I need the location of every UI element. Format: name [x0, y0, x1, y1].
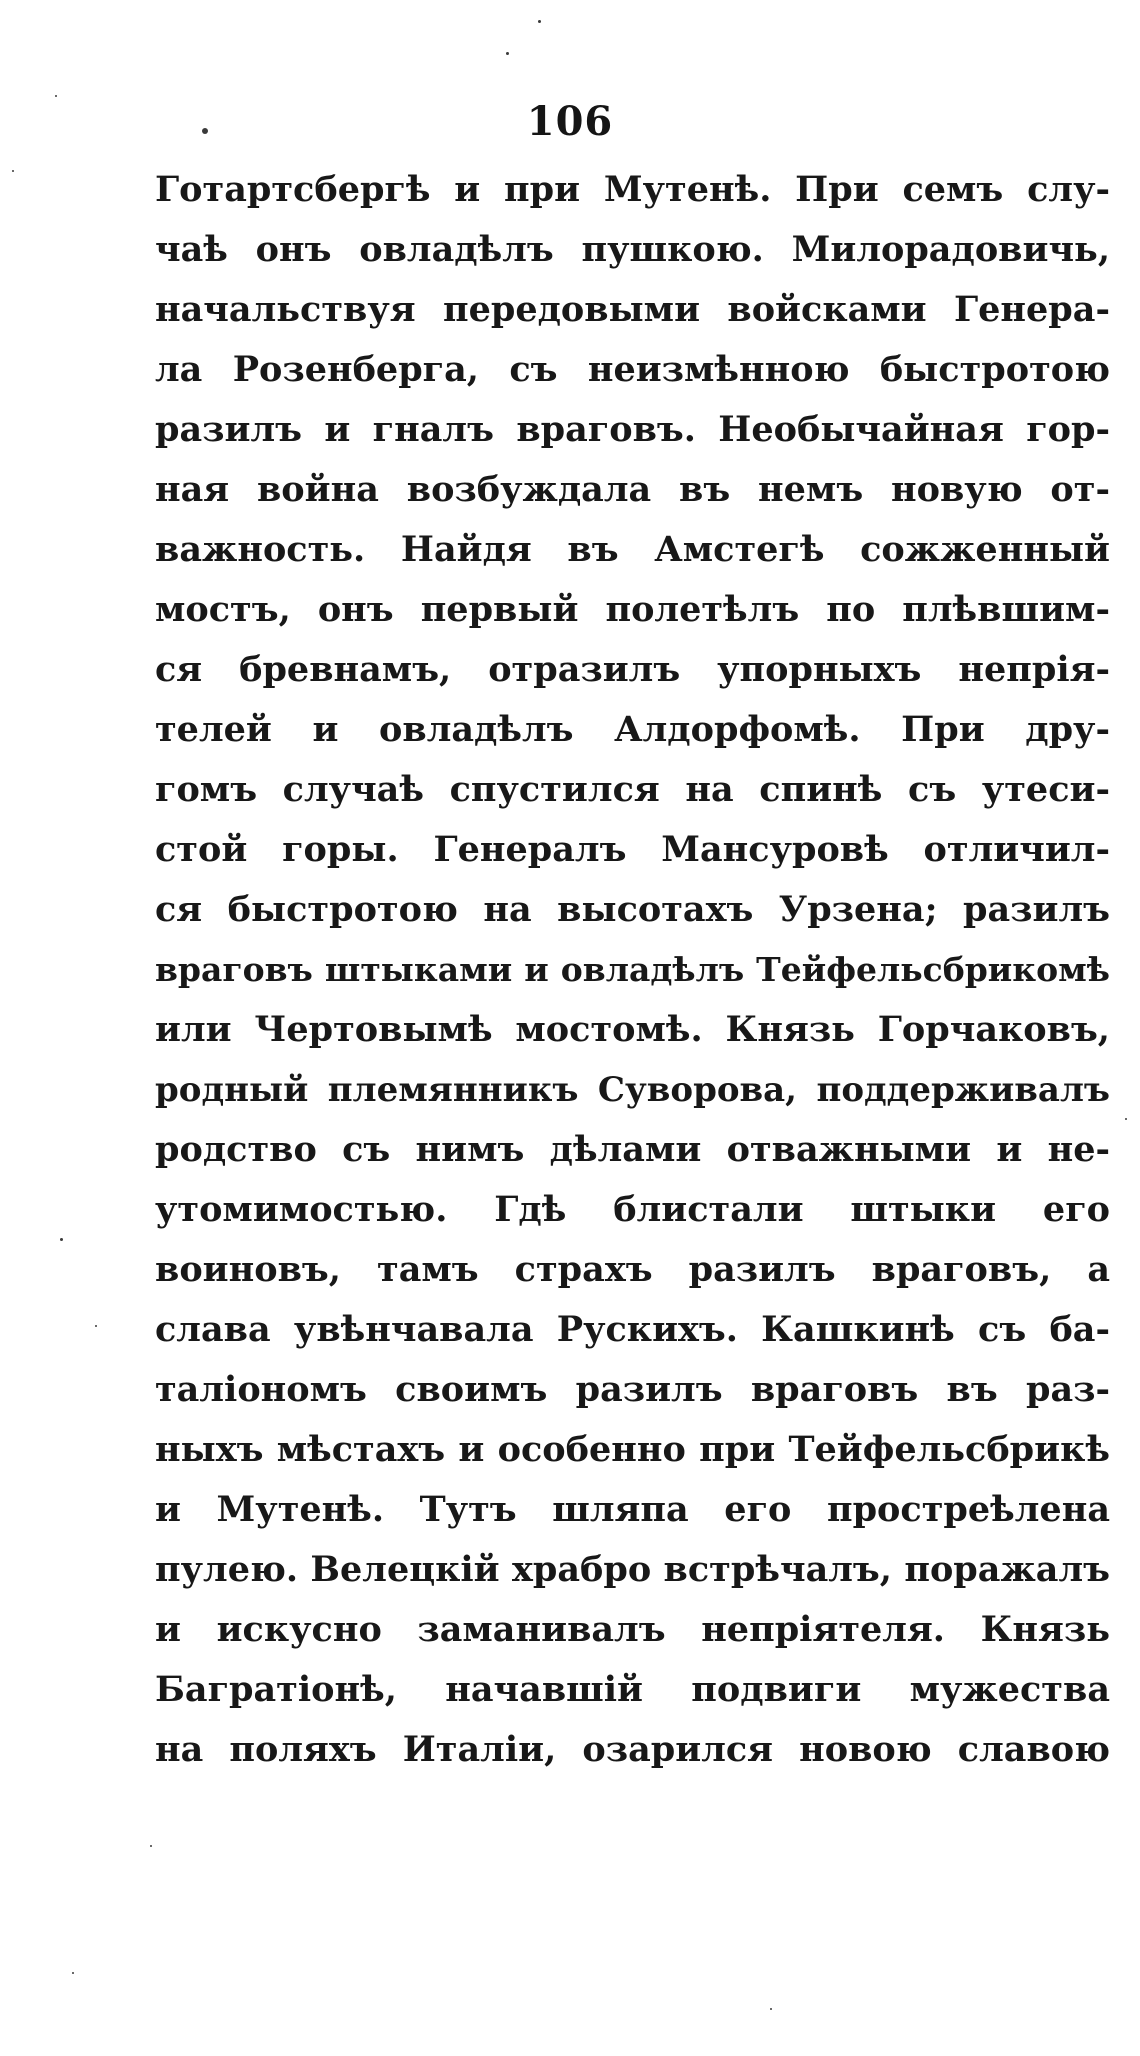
text-line: мостъ, онъ первый полетѣлъ по плѣвшим- [155, 589, 1110, 630]
text-line: гомъ случаѣ спустился на спинѣ съ утеси- [155, 769, 1110, 810]
text-line: ла Розенберга, съ неизмѣнною быстротою [155, 349, 1110, 390]
page-number: 106 [526, 98, 614, 145]
text-line: начальствуя передовыми войсками Генера- [155, 289, 1110, 330]
text-line: ся быстротою на высотахъ Урзена; разилъ [155, 889, 1110, 930]
text-line: ся бревнамъ, отразилъ упорныхъ непрія- [155, 649, 1110, 690]
text-line: Багратіонѣ, начавшій подвиги мужества [155, 1669, 1110, 1710]
text-line: и искусно заманивалъ непріятеля. Князь [155, 1609, 1110, 1650]
text-line: стой горы. Генералъ Мансуровѣ отличил- [155, 829, 1110, 870]
text-line: Готартсбергѣ и при Мутенѣ. При семъ слу- [155, 169, 1110, 210]
text-line: таліономъ своимъ разилъ враговъ въ раз- [155, 1369, 1110, 1410]
text-line: родный племянникъ Суворова, поддерживалъ [155, 1070, 1110, 1110]
text-line: ная война возбуждала въ немъ новую от- [155, 469, 1110, 510]
text-line: родство съ нимъ дѣлами отважными и не- [155, 1129, 1110, 1170]
text-line: враговъ штыками и овладѣлъ Тейфельсбрикомѣ [155, 950, 1110, 989]
text-line: утомимостью. Гдѣ блистали штыки его [155, 1189, 1110, 1230]
text-line: разилъ и гналъ враговъ. Необычайная гор- [155, 409, 1110, 450]
text-line: или Чертовымѣ мостомѣ. Князь Горчаковъ, [155, 1009, 1110, 1050]
text-line: ныхъ мѣстахъ и особенно при Тейфельсбрикѣ [155, 1429, 1110, 1470]
text-line: чаѣ онъ овладѣлъ пушкою. Милорадовичь, [155, 229, 1110, 270]
text-line: воиновъ, тамъ страхъ разилъ враговъ, а [155, 1249, 1110, 1290]
text-line: на поляхъ Италіи, озарился новою славою [155, 1729, 1110, 1770]
text-line: и Мутенѣ. Тутъ шляпа его простреѣлена [155, 1489, 1110, 1530]
text-line: важность. Найдя въ Амстегѣ сожженный [155, 529, 1110, 570]
text-line: пулею. Велецкій храбро встрѣчалъ, поражалъ [155, 1549, 1110, 1590]
text-line: слава увѣнчавала Рускихъ. Кашкинѣ съ ба- [155, 1309, 1110, 1350]
body-text [155, 160, 1110, 1780]
text-line: телей и овладѣлъ Алдорфомѣ. При дру- [155, 709, 1110, 750]
